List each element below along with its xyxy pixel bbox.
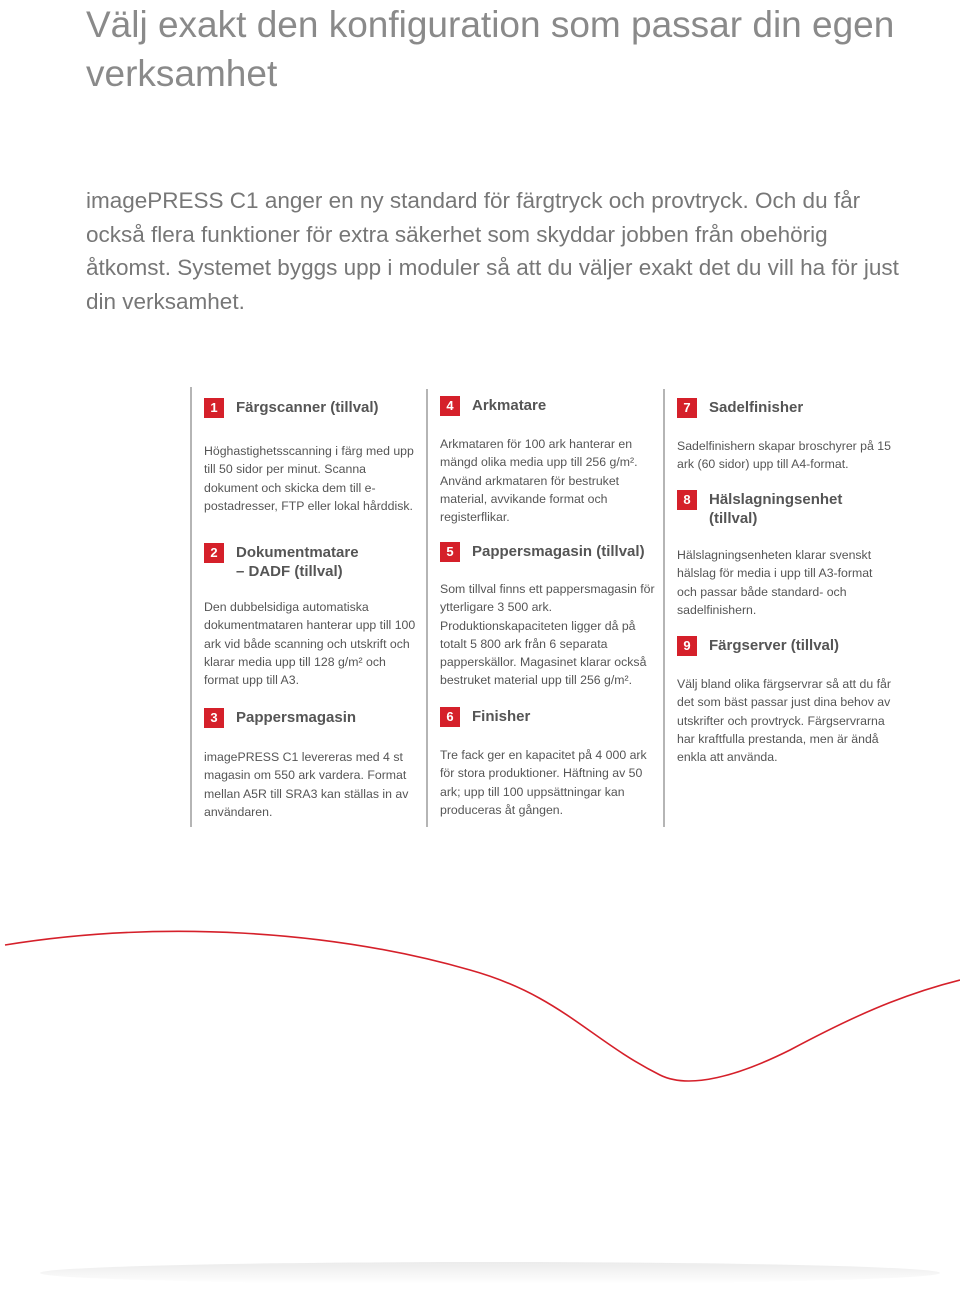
intro-paragraph: imagePRESS C1 anger en ny standard för färgtryck och provtryck. Och du får också flera funktioner för extra säkerhet som skyddar jobben från obehörig åtkomst. Systemet byggs upp i moduler så att du väljer exakt det du vill ha för just din verksamhet. bbox=[86, 188, 899, 314]
item-body: imagePRESS C1 levereras med 4 st magasin om 550 ark vardera. Format mellan A5R till SRA3 kan ställas in av användaren. bbox=[204, 750, 409, 819]
item-title: Färgscanner (tillval) bbox=[236, 399, 379, 416]
item-title: Dokumentmatare – DADF (tillval) bbox=[236, 544, 359, 580]
item-number-badge: 3 bbox=[204, 708, 224, 728]
feature-item bbox=[440, 707, 655, 819]
item-body: Höghastighetsscanning i färg med upp till 50 sidor per minut. Scanna dokument och skicka dem till e-postadresser, FTP eller lokal hårddisk. bbox=[204, 444, 414, 513]
item-title: Sadelfinisher bbox=[709, 399, 804, 416]
item-body: Den dubbelsidiga automatiska dokumentmataren hanterar upp till 100 ark vid både scanning och utskrift och klarar media upp till 128 g/m² och format upp till A3. bbox=[204, 600, 416, 688]
page-title: Välj exakt den konfiguration som passar din egen verksamhet bbox=[86, 4, 895, 94]
item-title: Finisher bbox=[472, 708, 531, 725]
item-body: Arkmataren för 100 ark hanterar en mängd olika media upp till 256 g/m². Använd arkmataren för bestruket material, avvikande format och registerflikar. bbox=[440, 437, 638, 525]
feature-item bbox=[204, 543, 419, 689]
feature-item bbox=[204, 708, 419, 821]
item-body: Sadelfinishern skapar broschyrer på 15 ark (60 sidor) upp till A4-format. bbox=[677, 439, 891, 472]
item-title: Arkmatare bbox=[472, 397, 547, 414]
item-title: Pappersmagasin bbox=[236, 709, 357, 726]
item-number-badge: 8 bbox=[677, 490, 697, 510]
item-body: Tre fack ger en kapacitet på 4 000 ark för stora produktioner. Häftning av 50 ark; upp till 100 uppsättningar kan produceras åt gången. bbox=[440, 748, 647, 817]
feature-item bbox=[677, 490, 867, 528]
column-left bbox=[190, 387, 416, 827]
item-number-badge: 1 bbox=[204, 398, 224, 418]
column-middle bbox=[426, 389, 655, 827]
feature-item bbox=[677, 636, 892, 766]
page-bottom-shadow bbox=[40, 1262, 940, 1284]
item-number-badge: 9 bbox=[677, 636, 697, 656]
feature-item bbox=[677, 398, 892, 474]
item-body: Välj bland olika färgservrar så att du får det som bäst passar just dina behov av utskrifter och provtryck. Färgservrarna har kraftfulla prestanda, men är ändå enkla att använda. bbox=[677, 677, 891, 765]
item-number-badge: 6 bbox=[440, 707, 460, 727]
item-number-badge: 5 bbox=[440, 542, 460, 562]
feature-item bbox=[440, 396, 655, 526]
curve-line bbox=[5, 931, 960, 1081]
item-number-badge: 4 bbox=[440, 396, 460, 416]
column-right bbox=[663, 389, 891, 827]
item-body: Hälslagningsenheten klarar svenskt hälslag för media i upp till A3-format och passar både standard- och sadelfinishern. bbox=[677, 548, 873, 617]
item-number-badge: 7 bbox=[677, 398, 697, 418]
feature-item bbox=[440, 542, 655, 690]
decorative-red-curve bbox=[0, 900, 960, 1100]
item-title: Färgserver (tillval) bbox=[709, 637, 840, 654]
feature-item bbox=[204, 398, 419, 515]
item-number-badge: 2 bbox=[204, 543, 224, 563]
item-title: Hälslagningsenhet (tillval) bbox=[709, 491, 843, 527]
feature-item-body-holder bbox=[677, 546, 892, 619]
item-body: Som tillval finns ett pappersmagasin för ytterligare 3 500 ark. Produktionskapaciteten ligger då på totalt 5 800 ark från 6 separata papperskällor. Magasinet klarar också bestruket material upp till 256 g/m². bbox=[440, 582, 655, 688]
item-title: Pappersmagasin (tillval) bbox=[472, 543, 645, 560]
